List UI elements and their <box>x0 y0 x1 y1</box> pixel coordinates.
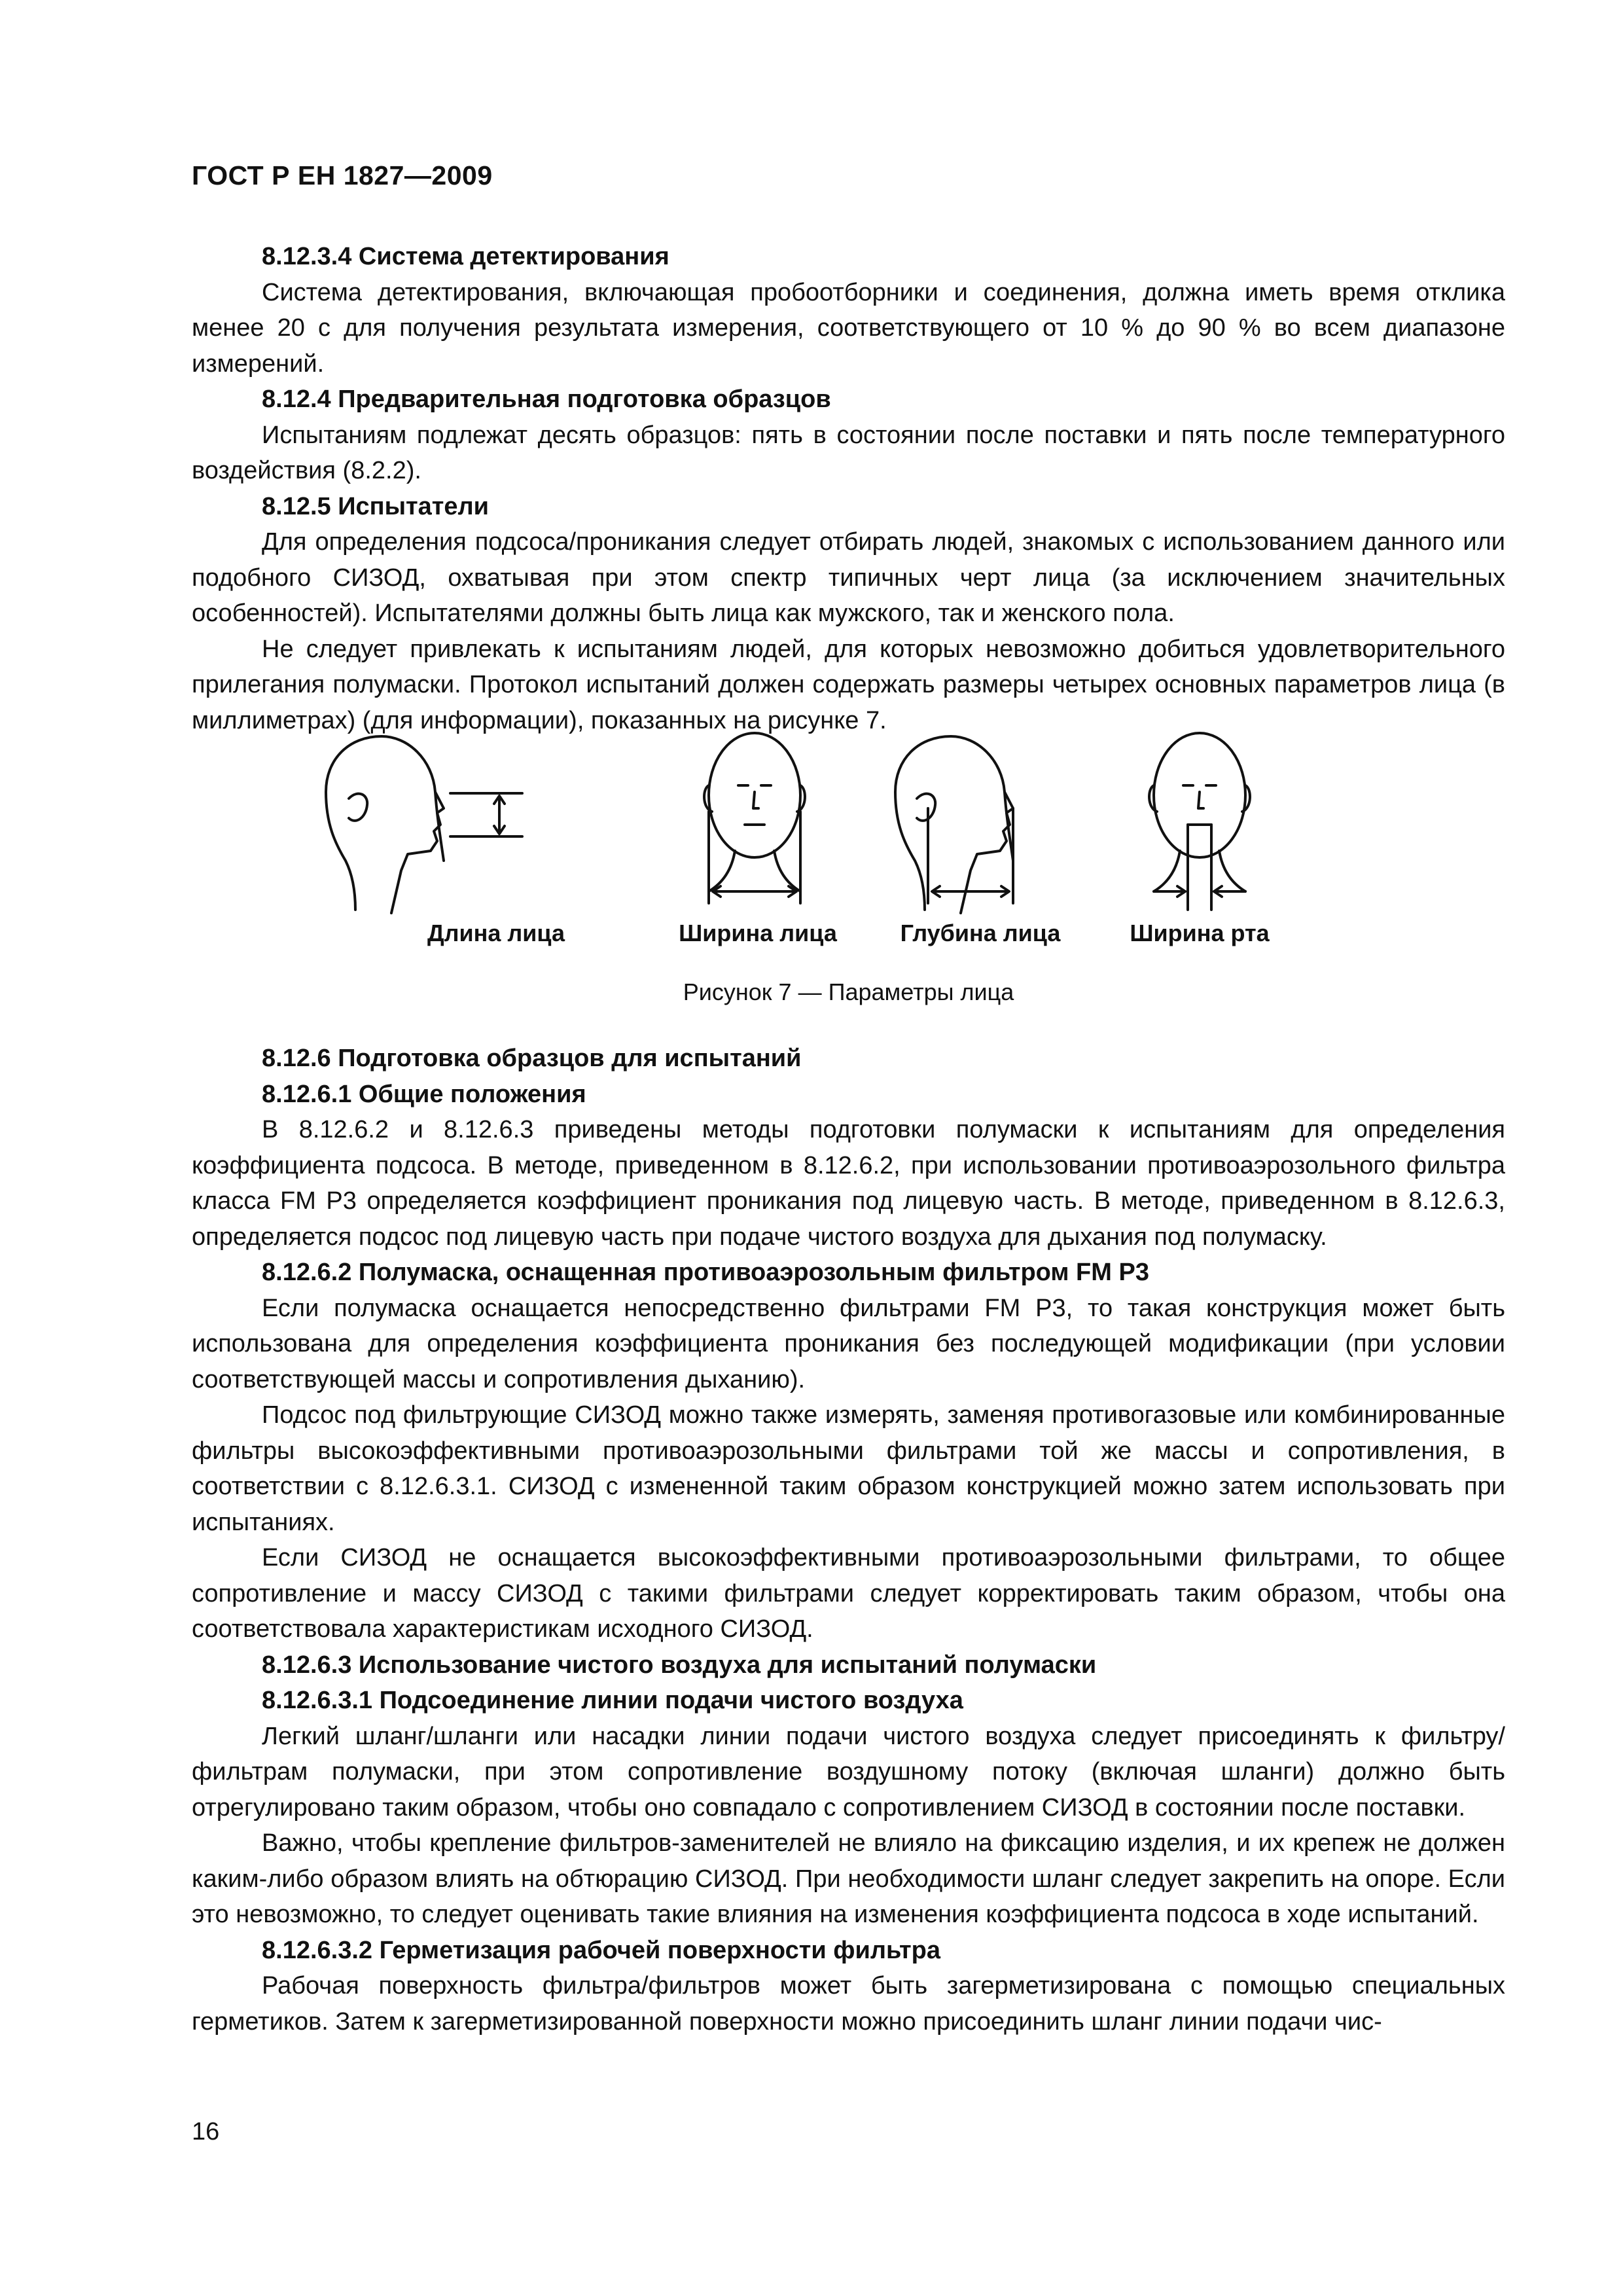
face-parameters-figure <box>192 720 1505 916</box>
heading-8-12-6-1: 8.12.6.1 Общие положения <box>262 1080 586 1108</box>
figure-label-mouth-width: Ширина рта <box>1130 920 1270 946</box>
heading-8-12-6-3-2: 8.12.6.3.2 Герметизация рабочей поверхности фильтра <box>262 1936 940 1964</box>
paragraph: Система детектирования, включающая пробоотборники и соединения, должна иметь время отклика менее 20 с для получения результата измерения, соответствующего от 10 % до 90 % во всем диапазоне измерений. <box>192 278 1505 378</box>
heading-8-12-6-3-1: 8.12.6.3.1 Подсоединение линии подачи чистого воздуха <box>262 1687 963 1714</box>
paragraph: В 8.12.6.2 и 8.12.6.3 приведены методы подготовки полумаски к испытаниям для определения коэффициента подсоса. В методе, приведенном в 8.12.6.2, при использовании противоаэрозольного фильтра класса FM P3 определяется коэффициент проникания под лицевую часть. В методе, приведенном в 8.12.6.3, определяется подсос под лицевую часть при подаче чистого воздуха для дыхания под полумаску. <box>192 1116 1505 1251</box>
paragraph: Если СИЗОД не оснащается высокоэффективными противоаэрозольными фильтрами, то общее сопротивление и массу СИЗОД с такими фильтрами следует корректировать таким образом, чтобы она соответствовала характеристикам исходного СИЗОД. <box>192 1544 1505 1643</box>
heading-8-12-3-4: 8.12.3.4 Система детектирования <box>262 243 669 270</box>
paragraph: Легкий шланг/шланги или насадки линии подачи чистого воздуха следует присоединять к фильтру/фильтрам полумаски, при этом сопротивление воздушному потоку (включая шланги) должно быть отрегулировано таким образом, чтобы оно совпадало с сопротивлением СИЗОД в состоянии после поставки. <box>192 1722 1505 1821</box>
profile-head-face-length-illustration <box>326 736 522 913</box>
paragraph: Рабочая поверхность фильтра/фильтров может быть загерметизирована с помощью специальных герметиков. Затем к загерметизированной поверхности можно присоединить шланг линии подачи чис- <box>192 1972 1505 2036</box>
paragraph: Не следует привлекать к испытаниям людей, для которых невозможно добиться удовлетворительного прилегания полумаски. Протокол испытаний должен содержать размеры четырех основных параметров лица (в миллиметрах) (для информации), показанных на рисунке 7. <box>192 635 1505 734</box>
document-code: ГОСТ Р ЕН 1827—2009 <box>192 160 493 190</box>
heading-8-12-5: 8.12.5 Испытатели <box>262 492 490 520</box>
heading-8-12-4: 8.12.4 Предварительная подготовка образцов <box>262 386 831 413</box>
heading-8-12-6-3: 8.12.6.3 Использование чистого воздуха для испытаний полумаски <box>262 1651 1097 1679</box>
page-number: 16 <box>192 2118 220 2145</box>
figure-label-face-length: Длина лица <box>427 920 565 946</box>
figure-label-face-depth: Глубина лица <box>900 920 1061 946</box>
paragraph: Подсос под фильтрующие СИЗОД можно также измерять, заменяя противогазовые или комбинированные фильтры высокоэффективными противоаэрозольными фильтрами той же массы и сопротивления, в соответствии с 8.12.6.3.1. СИЗОД с измененной таким образом конструкцией можно затем использовать при испытаниях. <box>192 1401 1505 1536</box>
front-head-mouth-width-illustration <box>1149 733 1250 910</box>
text-block-top <box>192 239 1505 738</box>
paragraph: Важно, чтобы крепление фильтров-заменителей не влияло на фиксацию изделия, и их крепеж не должен каким-либо образом влиять на обтюрацию СИЗОД. При необходимости шланг следует закрепить на опоре. Если это невозможно, то следует оценивать такие влияния на изменения коэффициента подсоса в ходе испытаний. <box>192 1829 1505 1928</box>
text-block-bottom <box>192 1041 1505 2039</box>
front-head-face-width-illustration <box>704 733 805 903</box>
paragraph: Если полумаска оснащается непосредственно фильтрами FM P3, то такая конструкция может быть использована для определения коэффициента проникания без последующей модификации (при условии соответствующей массы и сопротивления дыханию). <box>192 1294 1505 1393</box>
paragraph: Для определения подсоса/проникания следует отбирать людей, знакомых с использованием данного или подобного СИЗОД, охватывая при этом спектр типичных черт лица (за исключением значительных особенностей). Испытателями должны быть лица как мужского, так и женского пола. <box>192 528 1505 627</box>
paragraph: Испытаниям подлежат десять образцов: пять в состоянии после поставки и пять после температурного воздействия (8.2.2). <box>192 421 1505 484</box>
heading-8-12-6-2: 8.12.6.2 Полумаска, оснащенная противоаэрозольным фильтром FM P3 <box>262 1259 1149 1286</box>
profile-head-face-depth-illustration <box>895 736 1013 913</box>
heading-8-12-6: 8.12.6 Подготовка образцов для испытаний <box>262 1045 802 1072</box>
figure-label-face-width: Ширина лица <box>679 920 837 946</box>
figure-caption: Рисунок 7 — Параметры лица <box>683 978 1014 1005</box>
